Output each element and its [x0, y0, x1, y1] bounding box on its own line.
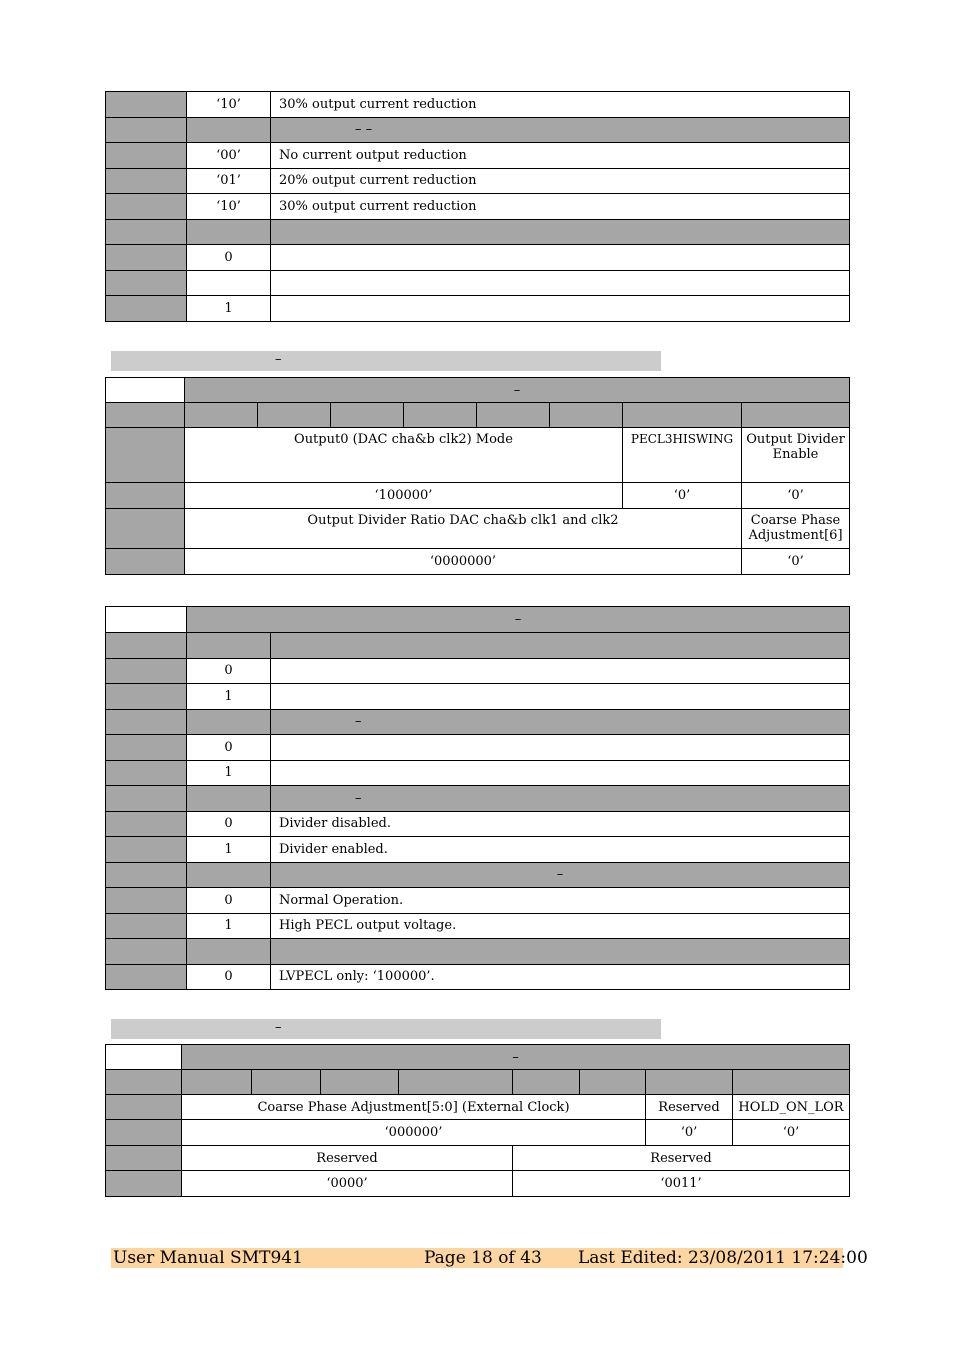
row-label-cell	[106, 837, 187, 863]
section-heading-text: –	[275, 352, 282, 367]
field-value-row	[106, 143, 850, 169]
row-label-cell	[106, 786, 187, 812]
value-cell	[187, 709, 271, 735]
row-label-cell	[106, 1120, 182, 1146]
bit-label-cell	[106, 1070, 182, 1095]
row-label-cell	[106, 939, 187, 965]
row-label-cell	[106, 143, 187, 169]
value-cell: 0	[187, 735, 271, 761]
description-cell: No current output reduction	[271, 143, 850, 169]
row-label-cell	[106, 913, 187, 939]
hold-on-lor-field: HOLD_ON_LOR	[733, 1095, 850, 1120]
coarse-default-value: ‘0’	[742, 549, 850, 575]
bit-cell	[550, 403, 623, 428]
row-label-cell	[106, 1146, 182, 1171]
bit-cell	[742, 403, 850, 428]
value-cell	[187, 862, 271, 888]
value-cell	[187, 270, 271, 296]
register-table-4	[105, 1044, 850, 1197]
value-cell: 0	[187, 888, 271, 914]
field-header-row	[106, 219, 850, 245]
description-cell: 20% output current reduction	[271, 168, 850, 194]
register-header: –	[187, 607, 850, 633]
row-label-cell	[106, 509, 185, 549]
field-value-row	[106, 913, 850, 939]
row-label-cell	[106, 862, 187, 888]
footer-page-number: Page 18 of 43	[424, 1248, 542, 1268]
value-cell	[187, 117, 271, 143]
field-header-row	[106, 862, 850, 888]
pecl-default-value: ‘0’	[623, 483, 742, 509]
description-cell: Normal Operation.	[271, 888, 850, 914]
value-cell	[187, 219, 271, 245]
bit-label-cell	[106, 403, 185, 428]
divider-enable-field: Output Divider Enable	[742, 428, 850, 483]
field-value-row	[106, 270, 850, 296]
reserved-right-default: ‘0011’	[513, 1171, 850, 1197]
section-heading-bar	[111, 351, 661, 371]
value-cell	[187, 633, 271, 659]
row-label-cell	[106, 735, 187, 761]
bit-cell	[623, 403, 742, 428]
description-cell	[271, 684, 850, 710]
section-heading-bar	[111, 1019, 661, 1039]
reserved-field: Reserved	[646, 1095, 733, 1120]
field-value-row	[106, 684, 850, 710]
value-cell	[187, 786, 271, 812]
reserved-default: ‘0’	[646, 1120, 733, 1146]
row-label-cell	[106, 658, 187, 684]
row-label-cell	[106, 633, 187, 659]
description-cell: –	[271, 786, 850, 812]
value-cell: ‘10’	[187, 92, 271, 118]
value-cell: ‘01’	[187, 168, 271, 194]
description-cell	[271, 658, 850, 684]
field-value-row	[106, 168, 850, 194]
bit-cell	[258, 403, 331, 428]
bit-cell	[399, 1070, 513, 1095]
field-value-row	[106, 964, 850, 990]
field-header-row	[106, 709, 850, 735]
field-value-row	[106, 811, 850, 837]
value-cell: ‘10’	[187, 194, 271, 220]
coarse-phase-ext-default: ‘000000’	[182, 1120, 646, 1146]
footer-manual-title: User Manual SMT941	[113, 1248, 303, 1268]
row-label-cell	[106, 245, 187, 271]
field-value-row	[106, 296, 850, 322]
row-label-cell	[106, 219, 187, 245]
value-cell: 0	[187, 964, 271, 990]
description-cell: Divider enabled.	[271, 837, 850, 863]
row-label-cell	[106, 1171, 182, 1197]
field-value-row	[106, 837, 850, 863]
row-label-cell	[106, 270, 187, 296]
address-cell	[106, 378, 185, 403]
bit-cell	[580, 1070, 646, 1095]
value-cell: 1	[187, 760, 271, 786]
field-value-row	[106, 245, 850, 271]
register-header: –	[182, 1045, 850, 1070]
row-label-cell	[106, 549, 185, 575]
value-cell: 1	[187, 684, 271, 710]
field-value-row	[106, 658, 850, 684]
bit-cell	[331, 403, 404, 428]
address-cell	[106, 607, 187, 633]
address-cell	[106, 1045, 182, 1070]
value-cell: 0	[187, 811, 271, 837]
field-header-row	[106, 117, 850, 143]
section-heading-text: –	[275, 1020, 282, 1035]
reserved-left-field: Reserved	[182, 1146, 513, 1171]
row-label-cell	[106, 760, 187, 786]
row-label-cell	[106, 428, 185, 483]
value-cell: 1	[187, 913, 271, 939]
row-label-cell	[106, 483, 185, 509]
page-footer	[111, 1248, 868, 1268]
description-cell: High PECL output voltage.	[271, 913, 850, 939]
field-value-row	[106, 735, 850, 761]
row-label-cell	[106, 194, 187, 220]
field-value-row	[106, 92, 850, 118]
divider-enable-default-value: ‘0’	[742, 483, 850, 509]
description-cell: 30% output current reduction	[271, 194, 850, 220]
description-cell: LVPECL only: ‘100000’.	[271, 964, 850, 990]
bit-cell	[513, 1070, 580, 1095]
hold-on-lor-default: ‘0’	[733, 1120, 850, 1146]
description-cell: – –	[271, 117, 850, 143]
value-cell	[187, 939, 271, 965]
description-cell: Divider disabled.	[271, 811, 850, 837]
row-label-cell	[106, 964, 187, 990]
row-label-cell	[106, 117, 187, 143]
description-cell: –	[271, 709, 850, 735]
register-header: –	[185, 378, 850, 403]
row-label-cell	[106, 168, 187, 194]
bit-cell	[252, 1070, 321, 1095]
description-cell	[271, 633, 850, 659]
row-label-cell	[106, 296, 187, 322]
bit-cell	[733, 1070, 850, 1095]
description-cell	[271, 245, 850, 271]
row-label-cell	[106, 709, 187, 735]
coarse-phase-field: Coarse Phase Adjustment[6]	[742, 509, 850, 549]
field-value-row	[106, 760, 850, 786]
value-cell: ‘00’	[187, 143, 271, 169]
value-cell: 1	[187, 296, 271, 322]
field-value-row	[106, 888, 850, 914]
description-cell	[271, 735, 850, 761]
description-cell	[271, 296, 850, 322]
field-value-row	[106, 194, 850, 220]
description-cell	[271, 760, 850, 786]
bit-cell	[404, 403, 477, 428]
field-header-row	[106, 939, 850, 965]
description-cell	[271, 270, 850, 296]
register-table-1	[105, 91, 850, 322]
row-label-cell	[106, 1095, 182, 1120]
bit-cell	[182, 1070, 252, 1095]
register-table-2	[105, 377, 850, 575]
row-label-cell	[106, 684, 187, 710]
field-header-row	[106, 786, 850, 812]
ratio-default-value: ‘0000000’	[185, 549, 742, 575]
coarse-phase-ext-field: Coarse Phase Adjustment[5:0] (External Clock)	[182, 1095, 646, 1120]
description-cell: –	[271, 862, 850, 888]
register-table-3	[105, 606, 850, 990]
value-cell: 0	[187, 658, 271, 684]
row-label-cell	[106, 811, 187, 837]
bit-cell	[477, 403, 550, 428]
bit-cell	[185, 403, 258, 428]
field-header-row	[106, 633, 850, 659]
footer-last-edited: Last Edited: 23/08/2011 17:24:00	[578, 1248, 868, 1268]
output-mode-field: Output0 (DAC cha&b clk2) Mode	[185, 428, 623, 483]
mode-default-value: ‘100000’	[185, 483, 623, 509]
value-cell: 0	[187, 245, 271, 271]
divider-ratio-field: Output Divider Ratio DAC cha&b clk1 and clk2	[185, 509, 742, 549]
pecl-hiswing-field: PECL3HISWING	[623, 428, 742, 483]
value-cell: 1	[187, 837, 271, 863]
bit-cell	[646, 1070, 733, 1095]
reserved-left-default: ‘0000’	[182, 1171, 513, 1197]
description-cell	[271, 939, 850, 965]
description-cell	[271, 219, 850, 245]
row-label-cell	[106, 888, 187, 914]
row-label-cell	[106, 92, 187, 118]
description-cell: 30% output current reduction	[271, 92, 850, 118]
bit-cell	[321, 1070, 399, 1095]
reserved-right-field: Reserved	[513, 1146, 850, 1171]
